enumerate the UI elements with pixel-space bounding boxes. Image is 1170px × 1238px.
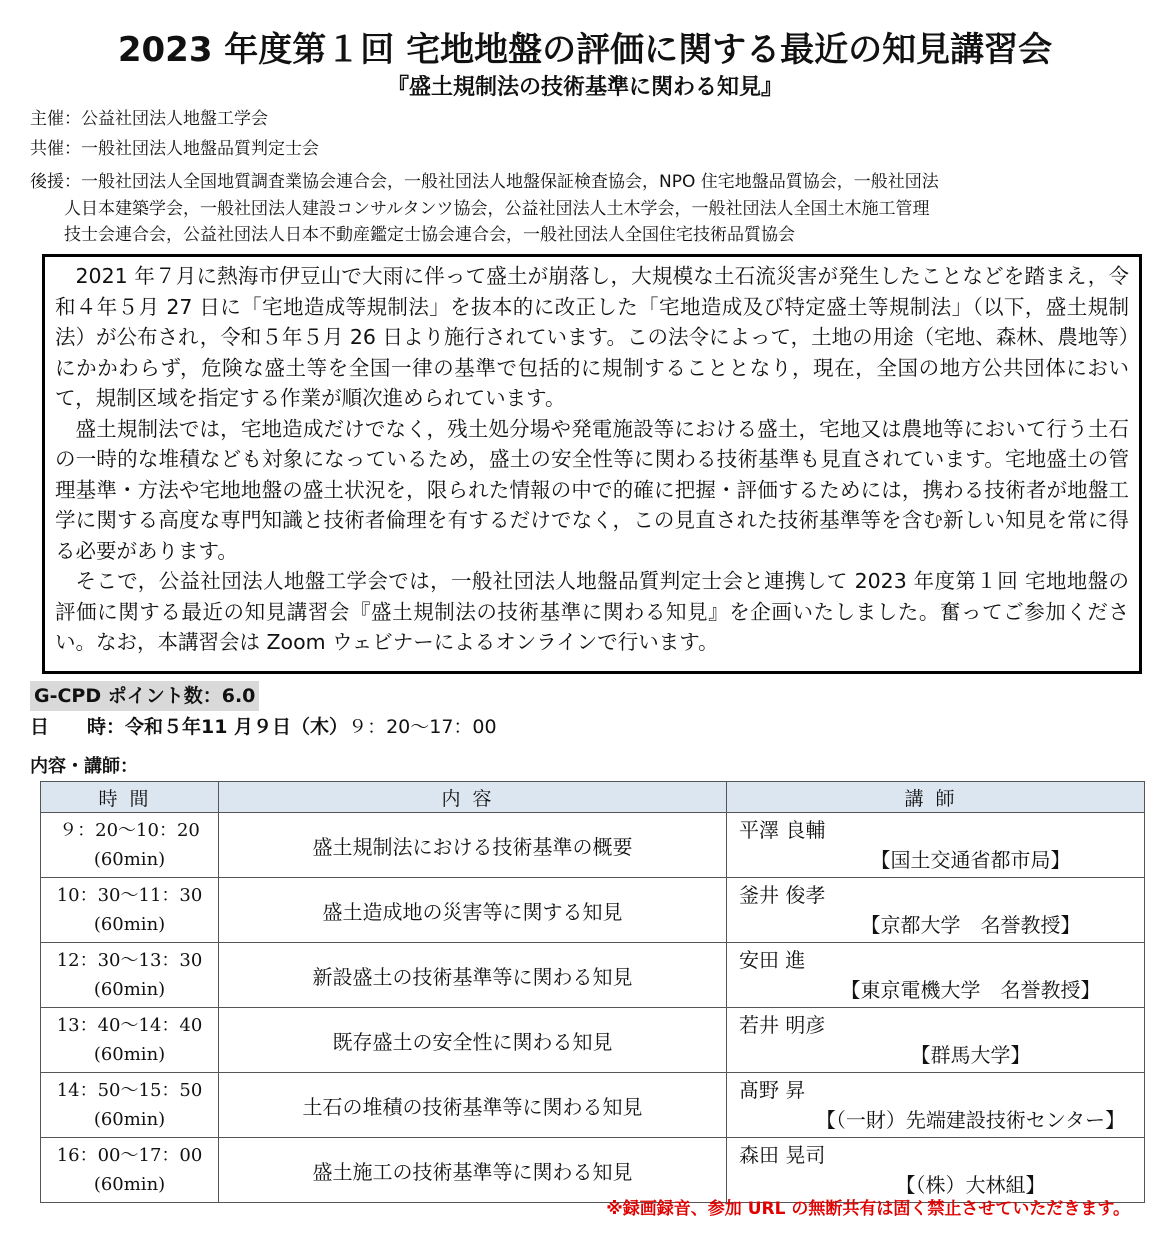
- event-date: [30, 712, 497, 742]
- supporters-line: 後援：一般社団法人全国地質調査業協会連合会，一般社団法人地盤保証検査協会，NPO 住宅地盤品質協会，一般社団法: [30, 172, 939, 192]
- session-topic: 盛土造成地の災害等に関する知見: [219, 878, 727, 943]
- recording-notice: ※録画録音、参加 URL の無断共有は固く禁止させていただきます。: [606, 1199, 1130, 1219]
- page-subtitle: 『盛土規制法の技術基準に関わる知見』: [386, 75, 783, 100]
- time-range: 12：30〜13：30: [56, 950, 203, 971]
- table-row: [41, 878, 1145, 943]
- duration: (60min): [93, 1044, 166, 1065]
- lecturer-name: 平澤 良輔: [739, 818, 826, 842]
- session-topic: 土石の堆積の技術基準等に関わる知見: [219, 1073, 727, 1138]
- time-range: 13：40〜14：40: [56, 1015, 203, 1036]
- time-range: 14：50〜15：50: [56, 1080, 203, 1101]
- schedule-table: [40, 781, 1145, 1203]
- lecturer-affiliation: 【東京電機大学 名誉教授】: [840, 978, 1101, 1002]
- lecturer-name: 髙野 昇: [739, 1078, 806, 1102]
- lecturer: [727, 1073, 1145, 1138]
- duration: (60min): [93, 849, 166, 870]
- time-range: 10：30〜11：30: [56, 885, 203, 906]
- lecturer-affiliation: 【京都大学 名誉教授】: [860, 913, 1081, 937]
- lecturer-name: 釜井 俊孝: [739, 883, 826, 907]
- lecturer-affiliation: 【（株）大林組】: [895, 1173, 1046, 1197]
- intro-paragraph: 盛土規制法では，宅地造成だけでなく，残土処分場や発電施設等における盛土，宅地又は農地等において行う土石の一時的な堆積なども対象になっているため，盛土の安全性等に関わる技術基準も見直されています。宅地盛土の管理基準・方法や宅地地盤の盛土状況を，限られた情報の中で的確に把握・評価するためには，携わる技術者が地盤工学に関する高度な専門知識と技術者倫理を有するだけでなく，この見直された技術基準等を含む新しい知見を常に得る必要があります。: [55, 416, 1129, 563]
- lecturer-affiliation: 【群馬大学】: [910, 1043, 1031, 1067]
- intro-box: [42, 254, 1142, 674]
- time-range: ９：20〜10：20: [59, 820, 200, 841]
- session-time: [41, 813, 219, 878]
- cohost-organizer: 共催：一般社団法人地盤品質判定士会: [30, 139, 319, 159]
- content-label: 内容・講師：: [30, 756, 138, 777]
- session-topic: 新設盛土の技術基準等に関わる知見: [219, 943, 727, 1008]
- lecturer: [727, 813, 1145, 878]
- duration: (60min): [93, 1174, 166, 1195]
- session-time: [41, 878, 219, 943]
- lecturer-name: 安田 進: [739, 948, 806, 972]
- session-topic: 盛土施工の技術基準等に関わる知見: [219, 1138, 727, 1203]
- session-time: [41, 943, 219, 1008]
- host-organizer: 主催：公益社団法人地盤工学会: [30, 109, 268, 129]
- session-time: [41, 1008, 219, 1073]
- intro-paragraph: そこで，公益社団法人地盤工学会では，一般社団法人地盤品質判定士会と連携して 2023 年度第１回 宅地地盤の評価に関する最近の知見講習会『盛土規制法の技術基準に関わる知見』を企画いたしました。奮ってご参加ください。なお，本講習会は Zoom ウェビナーによるオンラインで行います。: [55, 569, 1129, 654]
- lecturer-affiliation: 【（一財）先端建設技術センター】: [815, 1108, 1126, 1132]
- session-topic: 既存盛土の安全性に関わる知見: [219, 1008, 727, 1073]
- cpd-points: G-CPD ポイント数：6.0: [30, 681, 259, 711]
- session-time: [41, 1138, 219, 1203]
- header-content: 内容: [219, 782, 727, 813]
- lecturer: [727, 1138, 1145, 1203]
- table-row: [41, 1073, 1145, 1138]
- table-row: [41, 813, 1145, 878]
- intro-paragraph: 2021 年７月に熱海市伊豆山で大雨に伴って盛土が崩落し，大規模な土石流災害が発生したことなどを踏まえ，令和４年５月 27 日に「宅地造成等規制法」を抜本的に改正した「宅地造成及び特定盛土等規制法」（以下，盛土規制法）が公布され，令和５年５月 26 日より施行されています。この法令によって，土地の用途（宅地、森林、農地等）にかかわらず，危険な盛土等を全国一律の基準で包括的に規制することとなり，現在，全国の地方公共団体において，規制区域を指定する作業が順次進められています。: [55, 264, 1129, 410]
- lecturer: [727, 878, 1145, 943]
- duration: (60min): [93, 914, 166, 935]
- duration: (60min): [93, 979, 166, 1000]
- table-row: [41, 943, 1145, 1008]
- header-time: 時間: [41, 782, 219, 813]
- session-time: [41, 1073, 219, 1138]
- time-range: 16：00〜17：00: [56, 1145, 203, 1166]
- lecturer-affiliation: 【国土交通省都市局】: [870, 848, 1071, 872]
- header-lecturer: 講師: [727, 782, 1145, 813]
- supporters: [30, 169, 1140, 249]
- table-row: [41, 1138, 1145, 1203]
- schedule-header-row: [41, 782, 1145, 813]
- lecturer: [727, 943, 1145, 1008]
- duration: (60min): [93, 1109, 166, 1130]
- supporters-line: 技士会連合会，公益社団法人日本不動産鑑定士協会連合会，一般社団法人全国住宅技術品質協会: [64, 225, 795, 245]
- event-time: ９：20〜17：00: [348, 716, 497, 738]
- page-title: 2023 年度第１回 宅地地盤の評価に関する最近の知見講習会: [117, 30, 1053, 70]
- lecturer-name: 若井 明彦: [739, 1013, 826, 1037]
- supporters-line: 人日本建築学会，一般社団法人建設コンサルタンツ協会，公益社団法人土木学会，一般社団法人全国土木施工管理: [64, 198, 930, 219]
- table-row: [41, 1008, 1145, 1073]
- lecturer: [727, 1008, 1145, 1073]
- session-topic: 盛土規制法における技術基準の概要: [219, 813, 727, 878]
- lecturer-name: 森田 晃司: [739, 1143, 826, 1167]
- event-date-label: 日 時：令和５年11 月９日（木）: [30, 716, 349, 738]
